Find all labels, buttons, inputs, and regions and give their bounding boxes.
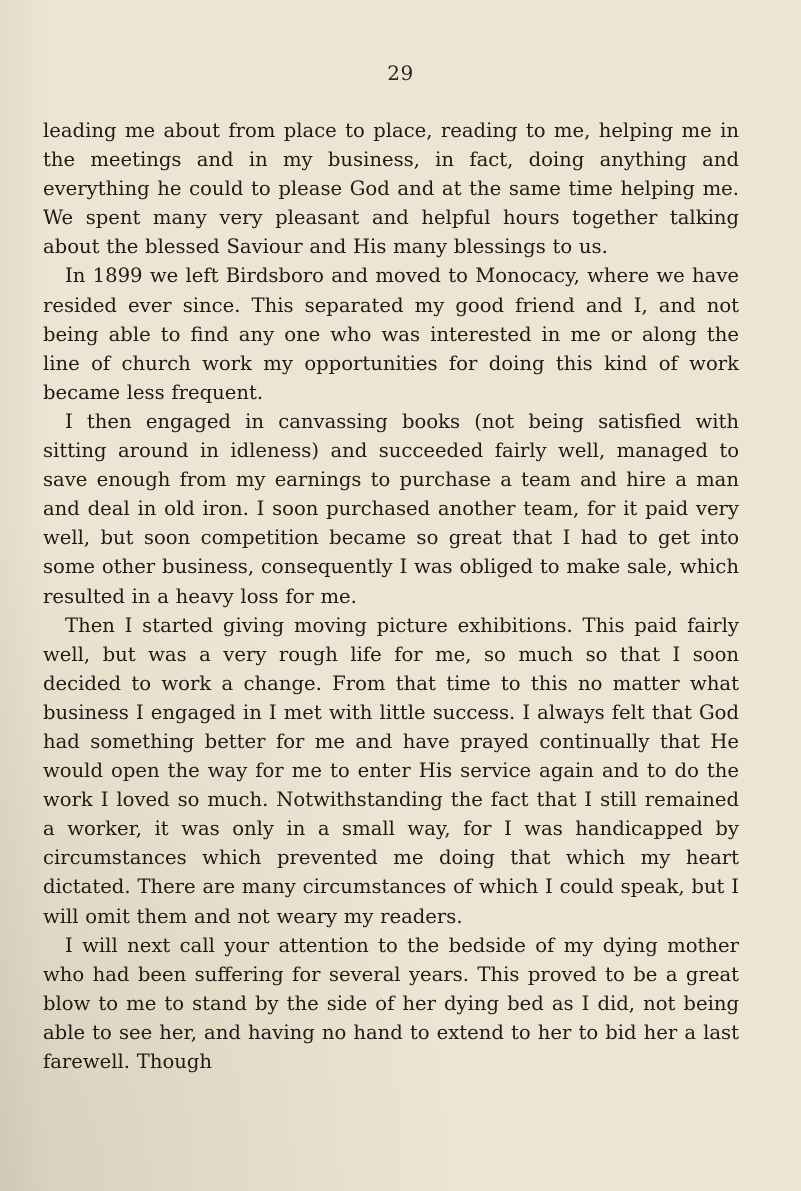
paragraph-5: I will next call your attention to the bedside of my dying mother who had been suffering for several years. This proved to be a great blow to me to stand by the side of her dying bed as I did, not being able to see her, and having no hand to extend to her to bid her a last farewell. Though xyxy=(43,933,739,1073)
page-number: 29 xyxy=(387,61,414,85)
body-text xyxy=(43,116,739,1076)
paragraph-2: In 1899 we left Birdsboro and moved to Monocacy, where we have resided ever since. This separated my good friend and I, and not being able to find any one who was interested in me or along the line of church work my opportunities for doing this kind of work became less frequent. xyxy=(43,264,739,404)
paragraph-1: leading me about from place to place, reading to me, helping me in the meetings and in my business, in fact, doing anything and everything he could to please God and at the same time helping me. We spent many very pleasant and helpful hours together talking about the blessed Saviour and His many blessings to us. xyxy=(43,119,739,259)
paragraph-4: Then I started giving moving picture exhibitions. This paid fairly well, but was a very rough life for me, so much so that I soon decided to work a change. From that time to this no matter what business I engaged in I met with little success. I always felt that God had something better for me and have prayed continually that He would open the way for me to enter His service again and to do the work I loved so much. Notwithstanding the fact that I still remained a worker, it was only in a small way, for I was handicapped by circumstances which prevented me doing that which my heart dictated. There are many circumstances of which I could speak, but I will omit them and not weary my readers. xyxy=(43,613,739,928)
paragraph-3: I then engaged in canvassing books (not being satisfied with sitting around in idleness) and succeeded fairly well, managed to save enough from my earnings to purchase a team and hire a man and deal in old iron. I soon purchased another team, for it paid very well, but soon competition became so great that I had to get into some other business, consequently I was obliged to make sale, which resulted in a heavy loss for me. xyxy=(43,409,739,608)
